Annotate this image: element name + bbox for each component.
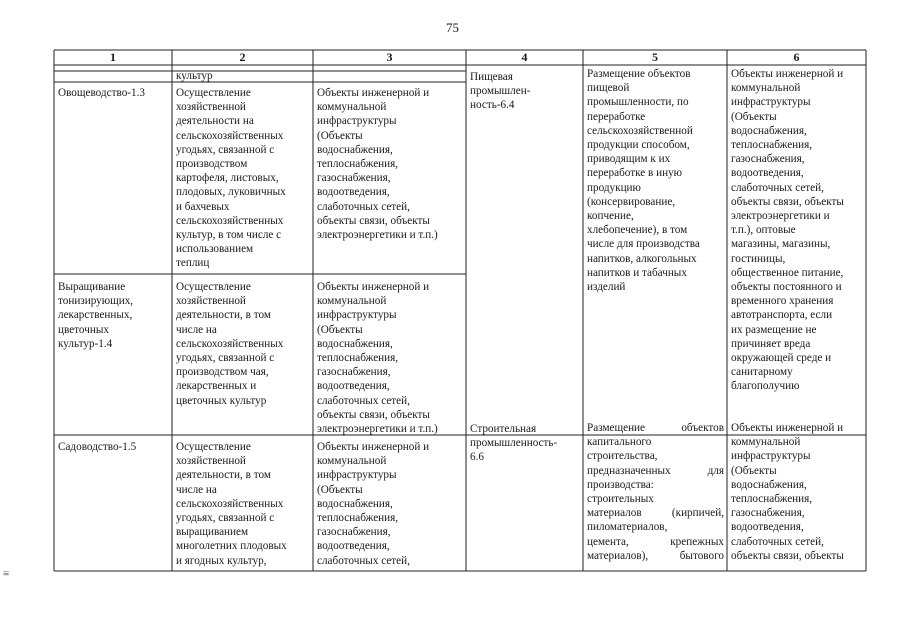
- construction-industry-objects: Объекты инженерной и коммунальной инфраструктуры (Объекты водоснабжения, теплоснабжения, газоснабжения, водоотведения, слаботочных сетей, объекты связи, объекты: [731, 422, 844, 562]
- construction-line: строительных: [587, 493, 654, 506]
- row2-name: Выращивание тонизирующих, лекарственных, цветочных культур-1.4: [58, 281, 134, 350]
- continuation-cell: культур: [176, 70, 213, 82]
- row3-name: Садоводство-1.5: [58, 441, 137, 453]
- page-number: 75: [446, 20, 459, 35]
- construction-line: Размещение объектов: [587, 422, 724, 434]
- construction-line: цемента, крепежных: [587, 535, 724, 548]
- margin-mark: ≡: [3, 568, 10, 580]
- row3-description: Осуществление хозяйственной деятельности, в том числе на сельскохозяйственных угодьях, связанной с выращиванием многолетних плодовых и ягодных культур,: [176, 441, 287, 567]
- food-industry-name: Пищевая промышлен- ность-6.4: [470, 71, 531, 112]
- row2-objects: Объекты инженерной и коммунальной инфраструктуры (Объекты водоснабжения, теплоснабжения, газоснабжения, водоотведения, слаботочных сетей, объекты связи, объекты электроэнергетики и т.п.): [317, 281, 438, 436]
- header-col-1: 1: [110, 50, 116, 64]
- row3-objects: Объекты инженерной и коммунальной инфраструктуры (Объекты водоснабжения, теплоснабжения, газоснабжения, водоотведения, слаботочных сетей,: [317, 441, 430, 567]
- row1-objects: Объекты инженерной и коммунальной инфраструктуры (Объекты водоснабжения, теплоснабжения, газоснабжения, водоотведения, слаботочных сетей, объекты связи, объекты электроэнергетики и т.п.): [317, 87, 438, 242]
- construction-industry-description: [587, 421, 724, 563]
- row2-description: Осуществление хозяйственной деятельности, в том числе на сельскохозяйственных угодьях, связанной с производством чая, лекарственных и цветочных культур: [176, 281, 284, 407]
- construction-line: производства:: [587, 478, 654, 491]
- header-col-6: 6: [793, 50, 800, 64]
- food-industry-description: Размещение объектов пищевой промышленности, по переработке сельскохозяйственной продукции способом, приводящим к их переработке в иную продукцию (консервирование, копчение, хлебопечение), в том числе для производства напитков, алкогольных напитков и табачных изделий: [587, 68, 700, 294]
- construction-line: материалов), бытового: [587, 549, 724, 562]
- food-industry-objects: Объекты инженерной и коммунальной инфраструктуры (Объекты водоснабжения, теплоснабжения, газоснабжения, водоотведения, слаботочных сетей, объекты связи, объекты электроэнергетики и т.п.), оптовые магазины, магазины, гостиницы, общественное питание, объекты постоянного и временного хранения автотранспорта, если их размещение не причиняет вреда окружающей среде и санитарному благополучию: [731, 68, 844, 393]
- header-col-3: 3: [386, 50, 393, 64]
- construction-line: строительства,: [587, 450, 658, 463]
- construction-industry-name: Строительная промышленность- 6.6: [470, 423, 558, 464]
- row1-name: Овощеводство-1.3: [58, 87, 145, 99]
- header-col-4: 4: [521, 50, 528, 64]
- construction-line: пиломатериалов,: [587, 521, 668, 534]
- header-col-5: 5: [652, 50, 658, 64]
- row1-description: Осуществление хозяйственной деятельности на сельскохозяйственных угодьях, связанной с производством картофеля, листовых, плодовых, луковичных и бахчевых сельскохозяйственных культур, в том числе с использованием теплиц: [176, 87, 286, 270]
- header-col-2: 2: [239, 50, 246, 64]
- construction-line: капитального: [587, 436, 652, 449]
- construction-line: предназначенных для: [587, 464, 724, 477]
- construction-line: материалов (кирпичей,: [587, 507, 724, 520]
